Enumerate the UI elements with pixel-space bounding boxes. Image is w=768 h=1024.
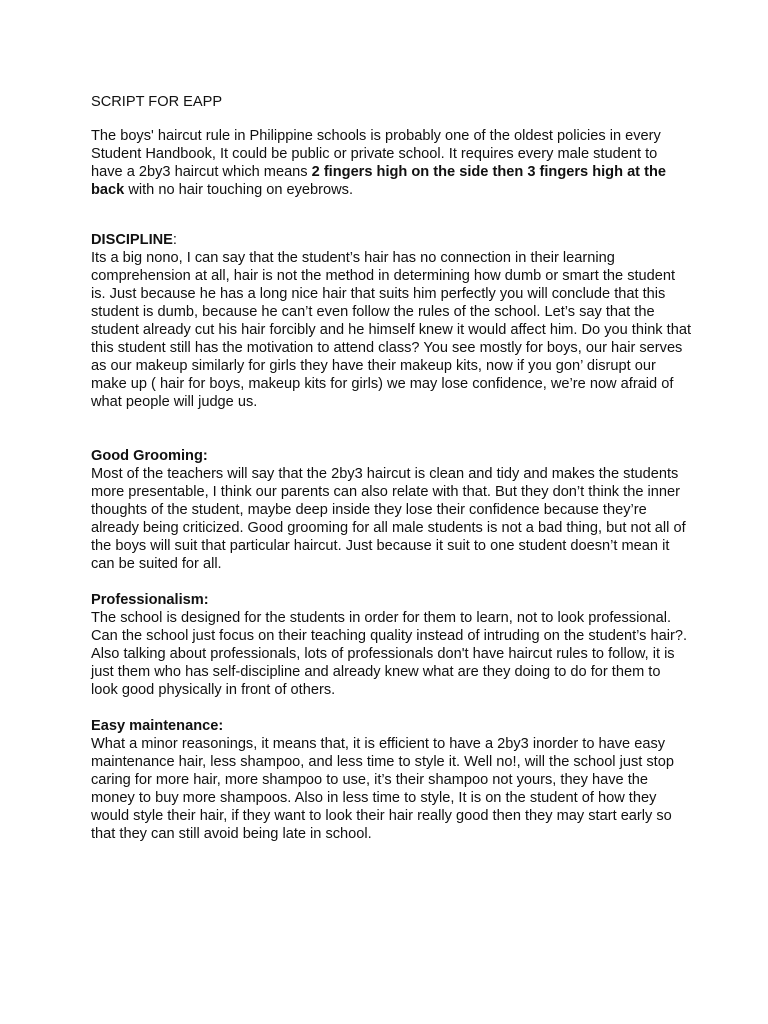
section-heading: Professionalism: [91,592,209,608]
intro-text-part1: The boys' haircut rule in Philippine schools is probably one of the oldest policies in every Student Handbook, It could be public or private school. It requires every male student to have a 2by3 haircut which means [91,128,661,180]
section-heading: Easy maintenance: [91,718,224,734]
section-body: What a minor reasonings, it means that, it is efficient to have a 2by3 inorder to have easy maintenance hair, less shampoo, and less time to style it. Well no!, will the school just stop caring for more hair, more shampoo to use, it’s their shampoo not yours, they have the money to buy more shampoos. Also in less time to style, It is on the student of how they would style their hair, if they want to look their hair really good then they may start early so that they can still avoid being late in school. [91,736,674,842]
intro-bold-text: 2 fingers high on the side then 3 fingers high at the back [91,164,666,198]
section-body: Most of the teachers will say that the 2by3 haircut is clean and tidy and makes the students more presentable, I think our parents can also relate with that. But they don’t think the inner thoughts of the student, maybe deep inside they lose their confidence because they’re already being criticized. Good grooming for all male students is not a bad thing, but not all of the boys will suit that particular haircut. Just because it suit to one student doesn’t mean it can be suited for all. [91,466,686,572]
section-body: The school is designed for the students in order for them to learn, not to look professional. Can the school just focus on their teaching quality instead of intruding on the student’s hair?. Also talking about professionals, lots of professionals don't have haircut rules to follow, it is just them who has self-discipline and already knew what are they doing to do for them to look good physically in front of others. [91,610,688,698]
section-heading: Good Grooming: [91,448,208,464]
section-heading-line [91,231,691,249]
section-professionalism [91,591,691,699]
section-body: Its a big nono, I can say that the student’s hair has no connection in their learning comprehension at all, hair is not the method in determining how dumb or smart the student is. Just because he has a long nice hair that suits him perfectly you will conclude that this student is dumb, because he can’t even follow the rules of the school. Let’s say that the student already cut his hair forcibly and he himself knew it would affect him. Do you think that this student still has the motivation to attend class? You see mostly for boys, our hair serves as our makeup similarly for girls they have their makeup kits, now if you gon’ disrupt our make up ( hair for boys, makeup kits for girls) we may lose confidence, we’re now afraid of what people will judge us. [91,250,692,410]
intro-text-part2: with no hair touching on eyebrows. [124,182,354,198]
section-good-grooming [91,447,691,573]
section-discipline [91,231,691,411]
document-title: SCRIPT FOR EAPP [91,94,223,110]
intro-paragraph [91,127,691,199]
section-easy-maintenance [91,717,691,843]
section-heading-colon: : [172,232,177,248]
document-page [91,93,691,843]
section-heading: DISCIPLINE [91,232,173,248]
